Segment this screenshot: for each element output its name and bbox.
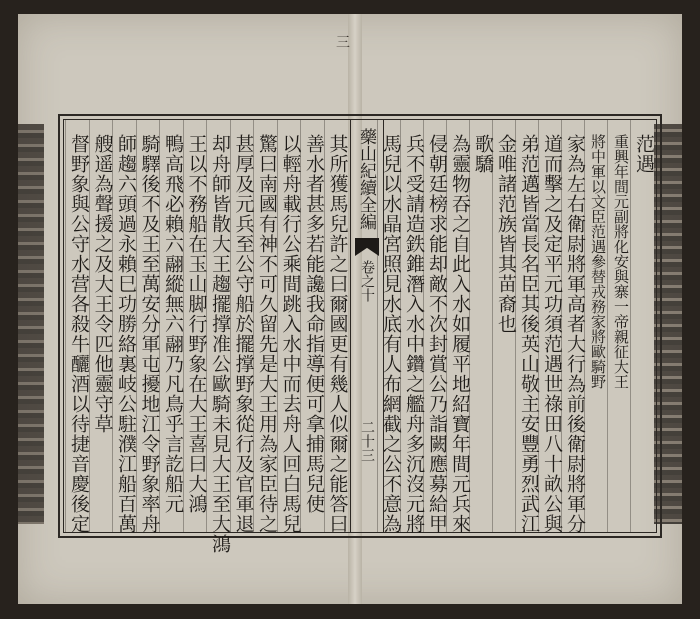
- text-column: 道而擊之及定平元功須范遇世祿田八十畝公與: [541, 134, 563, 534]
- text-column: 為靈物吞之自此入水如履平地紹寶年間元兵來: [449, 134, 471, 534]
- text-column: 驚曰南國有神不可久留先是大王用為家臣待之: [256, 134, 278, 534]
- text-column: 將中軍以文臣范遇參替戎務家將歐騎野: [589, 134, 607, 389]
- left-edge-stain: [18, 124, 44, 524]
- text-frame: [58, 114, 662, 554]
- text-column: 鴨高飛必賴六翮縱無六翮乃凡鳥乎言訖船元: [162, 134, 184, 514]
- text-column: 艘遥為聲援之及大王令匹他靈守草: [91, 134, 114, 434]
- text-column: 其所獲馬兒許之曰爾國更有幾人似爾之能答曰: [326, 134, 349, 534]
- text-column: 弟范邁皆當長名臣其後英山敬主安豐勇烈武江: [518, 134, 540, 534]
- text-column: 以輕舟載行公乘間跳入水中而去舟人回白馬兒: [279, 134, 302, 534]
- text-column: 兵不受請造鉄錐潛入水中鑽之艦舟多沉沒元將: [403, 134, 425, 534]
- text-column: 家為左右衛尉將軍高者大行為前後衛尉將軍分: [564, 134, 586, 534]
- text-column: 金唯諸范族皆其苗裔也: [495, 134, 517, 334]
- page-number: 二十三: [359, 420, 375, 462]
- volume-marker: 卷之十: [359, 260, 375, 302]
- column-rule: [65, 120, 66, 532]
- text-column: 却舟師皆散大王趨擺撑准公歐騎未見大王至大鴻: [209, 134, 231, 554]
- text-column: 師趨六頭過永賴巳功勝絡裏岐公駐濮江船百萬: [115, 134, 137, 534]
- fish-tail-mark: [355, 238, 379, 256]
- text-frame-inner: [63, 119, 657, 554]
- text-column: 甚厚及元兵至公守船於擺撑野象從行及官軍退: [232, 134, 255, 534]
- book-spread: [18, 14, 682, 604]
- text-column: 侵朝廷榜求能却敵不次封賞公乃詣闕應募給甲: [426, 134, 448, 534]
- text-column: 督野象與公守水营各殺牛釃酒以待捷音慶後定: [68, 134, 90, 534]
- text-column: 歌驕: [472, 134, 494, 174]
- text-column: 重興年間元副將化安與寨一帝親征大王: [612, 134, 630, 389]
- text-column: 善水者甚多若能讒我命指導便可拿捕馬兒使: [303, 134, 325, 514]
- text-column: 范遇: [633, 134, 655, 174]
- text-column: 王以不務船在玉山脚行野象在大王喜曰大鴻: [185, 134, 208, 514]
- column-rule: [377, 120, 378, 532]
- text-column: 馬兒以水晶宮照見水底有人布網截之公不意為: [380, 134, 402, 534]
- text-column: 騎驛後不及王至萬安分軍屯擾地江令野象率舟: [138, 134, 161, 534]
- column-rule: [492, 120, 493, 532]
- folio-mark: 三: [336, 35, 350, 51]
- center-title: 藥山紀續全編: [356, 128, 376, 230]
